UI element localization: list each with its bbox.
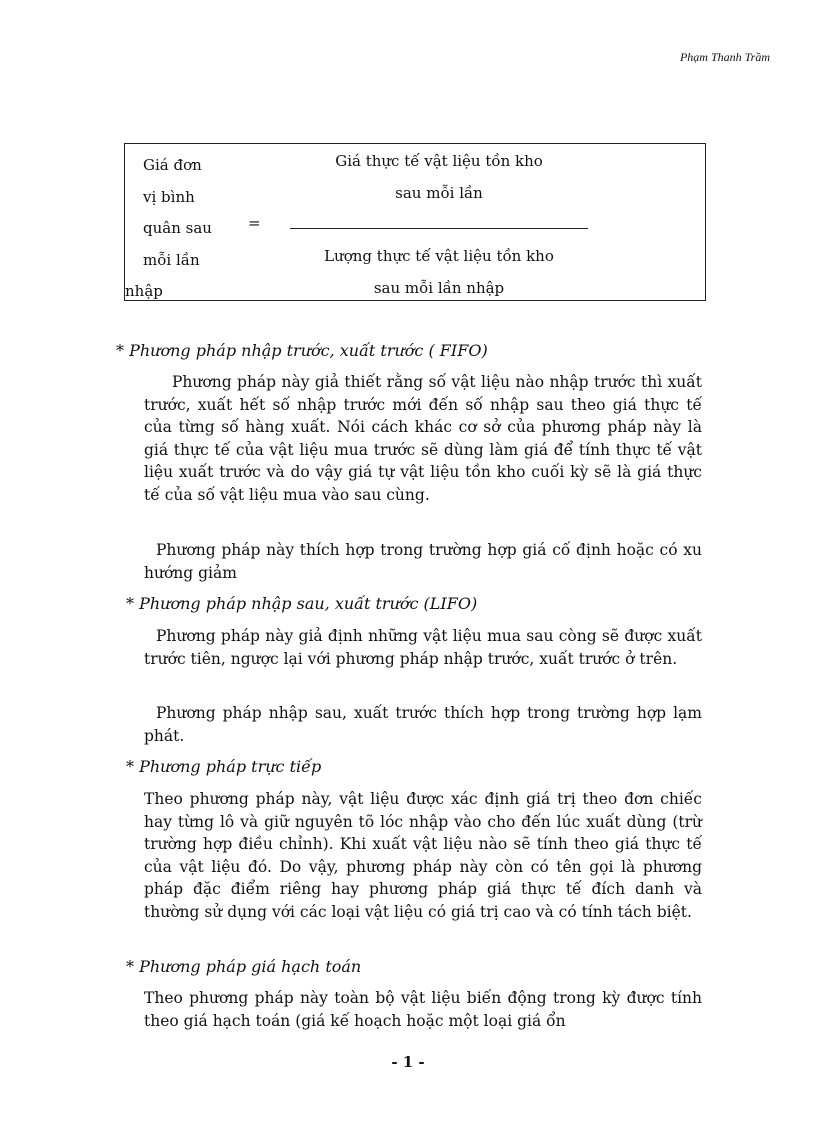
- denominator-line: Lượng thực tế vật liệu tồn kho: [324, 247, 554, 265]
- denominator-line: sau mỗi lần nhập: [373, 279, 505, 297]
- lhs-line: mỗi lần: [143, 250, 200, 269]
- direct-heading: * Phương pháp trực tiếp: [126, 757, 322, 776]
- lhs-line: Giá đơn: [143, 156, 202, 174]
- lhs-line: nhập: [125, 282, 163, 300]
- author-name: Phạm Thanh Trầm: [679, 50, 770, 64]
- direct-paragraph-1: Theo phương pháp này, vật liệu được xác định giá trị theo đơn chiếc hay từng lô và giữ nguyên tõ lóc nhập vào cho đến lúc xuất dùng (trừ trường hợp điều chỉnh). Khi xuất vật liệu nào sẽ tính theo giá thực tế của vật liệu đó. Do vậy, phương pháp này còn có tên gọi là phương pháp đặc điểm riêng hay phương pháp giá thực tế đích danh và thường sử dụng với các loại vật liệu có giá trị cao và có tính tách biệt.: [144, 790, 702, 921]
- fifo-paragraph-1: Phương pháp này giả thiết rằng số vật liệu nào nhập trước thì xuất trước, xuất hết số nhập trước mới đến số nhập sau theo giá thực tế của từng số hàng xuất. Nói cách khác cơ sở của phương pháp này là giá thực tế của vật liệu mua trước sẽ dùng làm giá để tính thực tế vật liệu xuất trước và do vậy giá tự vật liệu tồn kho cuối kỳ sẽ là giá thực tế của số vật liệu mua vào sau cùng.: [144, 373, 702, 504]
- numerator-line: Giá thực tế vật liệu tồn kho: [335, 152, 543, 170]
- numerator-line: sau mỗi lần: [395, 184, 483, 202]
- lhs-line: vị bình: [143, 187, 195, 206]
- lifo-paragraph-1: Phương pháp này giả định những vật liệu mua sau còng sẽ được xuất trước tiên, ngược lại với phương pháp nhập trước, xuất trước ở trên.: [144, 627, 702, 668]
- formula-box: [124, 143, 706, 301]
- accounting-paragraph-1: Theo phương pháp này toàn bộ vật liệu biến động trong kỳ được tính theo giá hạch toán (giá kế hoạch hoặc một loại giá ổn: [144, 989, 702, 1030]
- formula-lhs: [125, 150, 212, 308]
- equals-sign: =: [248, 214, 261, 232]
- lifo-heading: * Phương pháp nhập sau, xuất trước (LIFO): [126, 594, 478, 613]
- fifo-paragraph-2: Phương pháp này thích hợp trong trường hợp giá cố định hoặc có xu hướng giảm: [144, 541, 702, 582]
- lhs-line: quân sau: [143, 219, 212, 237]
- page-number: - 1 -: [391, 1053, 425, 1071]
- fifo-heading: * Phương pháp nhập trước, xuất trước ( FIFO): [116, 341, 488, 360]
- fraction-bar: [290, 228, 588, 229]
- lifo-paragraph-2: Phương pháp nhập sau, xuất trước thích hợp trong trường hợp lạm phát.: [144, 704, 702, 745]
- accounting-heading: * Phương pháp giá hạch toán: [126, 957, 362, 976]
